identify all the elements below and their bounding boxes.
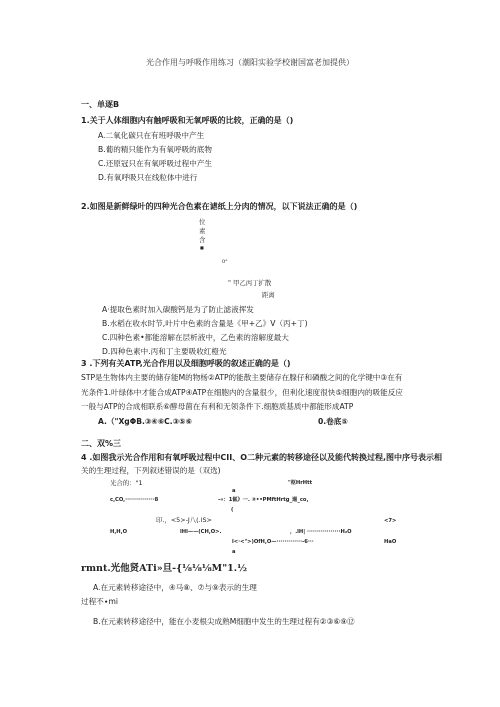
question-3-line-1: STP是生物体内主要的储存能M的物杨②ATP的能散主要储存在腺仔和磷酸之间的化学键中③在有 [81,373,403,382]
diagram-row-6-mid: lHl——(CH,O>. [180,529,222,535]
diagram-row-2: a [232,488,236,494]
figure-ylabel-char-2: 素 [199,227,206,235]
diagram-row-5-right: <7> [384,518,397,524]
page-title: 光合作用与呼吸作用练习（潮阳实验学校谢国富老加提供） [146,58,354,67]
diagram-row-3-right: -«：1氤》一. ②••PMftHrtg_遛_co, [218,497,309,503]
question-4-garbled-line: rmnt.光他贤ATi»旦-{⅛⅛⅛M"1.½ [81,563,247,574]
question-4-option-b: B.在元素转移途径中，能在小麦根尖成熟M细胞中发生的生理过程有②③⑥⑨⑫ [93,617,355,626]
question-4-option-a: A.在元素转移途径中，④马⑧、⑦与⑨表示的生理 [93,583,257,592]
question-2-option-b: B.水稻在收水时节,叶片中色素的含量是《甲+乙》V（丙+丁) [102,319,308,328]
diagram-row-3-left: c,CO,···············8 [110,497,159,503]
diagram-row-6-right: ，.lH| ·················H₂O [290,529,352,535]
figure-xlabel: 距离 [262,291,275,299]
question-1-stem: 1.关于人体细胞内有触呼吸和无氧呼吸的比较，正确的是（) [81,116,294,125]
question-2-stem: 2.如图是新鲜绿叶的四种光合色素在谑纸上分肉的情况，以下说法正确的是（) [81,202,358,211]
question-2-option-d: D.四种色素中.丙和丁主要吸收红橙光 [102,347,227,356]
question-1-option-a: A.二氧化碳只在有班呼吸中产生 [98,131,205,140]
diagram-row-7-mid: l<·<">)OfH,O—·············-6··· [232,539,314,545]
section-heading-single-choice: 一、单逐B [81,100,120,109]
diagram-row-1-right: "枢HrHtt [288,480,313,486]
figure-origin: 0° [222,259,228,265]
diagram-row-5-left: 印.，<5>-J八(.iS> [156,516,212,524]
question-1-option-b: B.葡的精只能作为有氧呼吸的底物 [98,145,212,154]
question-3-answers: A.（"XgΦB.③④⑥C.③⑤⑥ [98,417,192,426]
figure-ylabel-char-4: ■ [200,245,204,250]
diagram-row-1-left: 光合的："1 [110,479,143,487]
question-3-line-2: 光条件1.叶绿体中才能合成ATP④ATP在细胞内的含量很少，但利化速度很快⑤细胞内的吸能反应 [81,388,403,397]
diagram-row-4: ( [231,507,234,513]
question-1-option-c: C.还原冠只在有氧呼吸过程中产生 [98,159,213,168]
question-3-stem: 3 .下列有关ATP,光合作用以及细胞呼吸的叙述正确的是（) [81,359,291,368]
diagram-row-8: a [232,549,236,555]
diagram-row-6-left: H,H,O [110,529,128,535]
question-1-option-d: D.有氧呼吸只在线粒体中进行 [98,173,198,182]
diagram-row-7-right: HaO [384,539,397,545]
figure-ylabel-char-3: 含 [199,236,206,244]
section-heading-double-choice: 二、双%三 [81,439,122,448]
question-4-stem-line-1: 4 .如图我示光合作用和有氧呼吸过程中CII、O二种元素的转移途径以及能代转换过程,图中序号表示相 [81,453,443,462]
figure-ylabel-char-1: 位 [199,218,206,226]
question-3-answer-d: 0.卷底⑤ [318,417,348,426]
question-4-option-a-continued: 过程不∙mi [81,597,119,606]
question-2-option-a: A·提取色素时加入碳酸钙是为了防止滤液挥发 [102,305,254,314]
question-2-option-c: C.四种色素•都能溶解在层析液中，乙色素的溶解度最大 [102,333,289,342]
question-4-stem-line-2: 关的生理过程，下列叙述错误的是（双选) [81,466,221,475]
figure-xaxis-labels: " 甲乙丙丁扩散 [228,279,272,287]
question-3-line-3: 一般与ATP的合成相联系⑥酵母菌在有利和无领条件下.细胞质基质中都能形成ATP [81,402,354,411]
